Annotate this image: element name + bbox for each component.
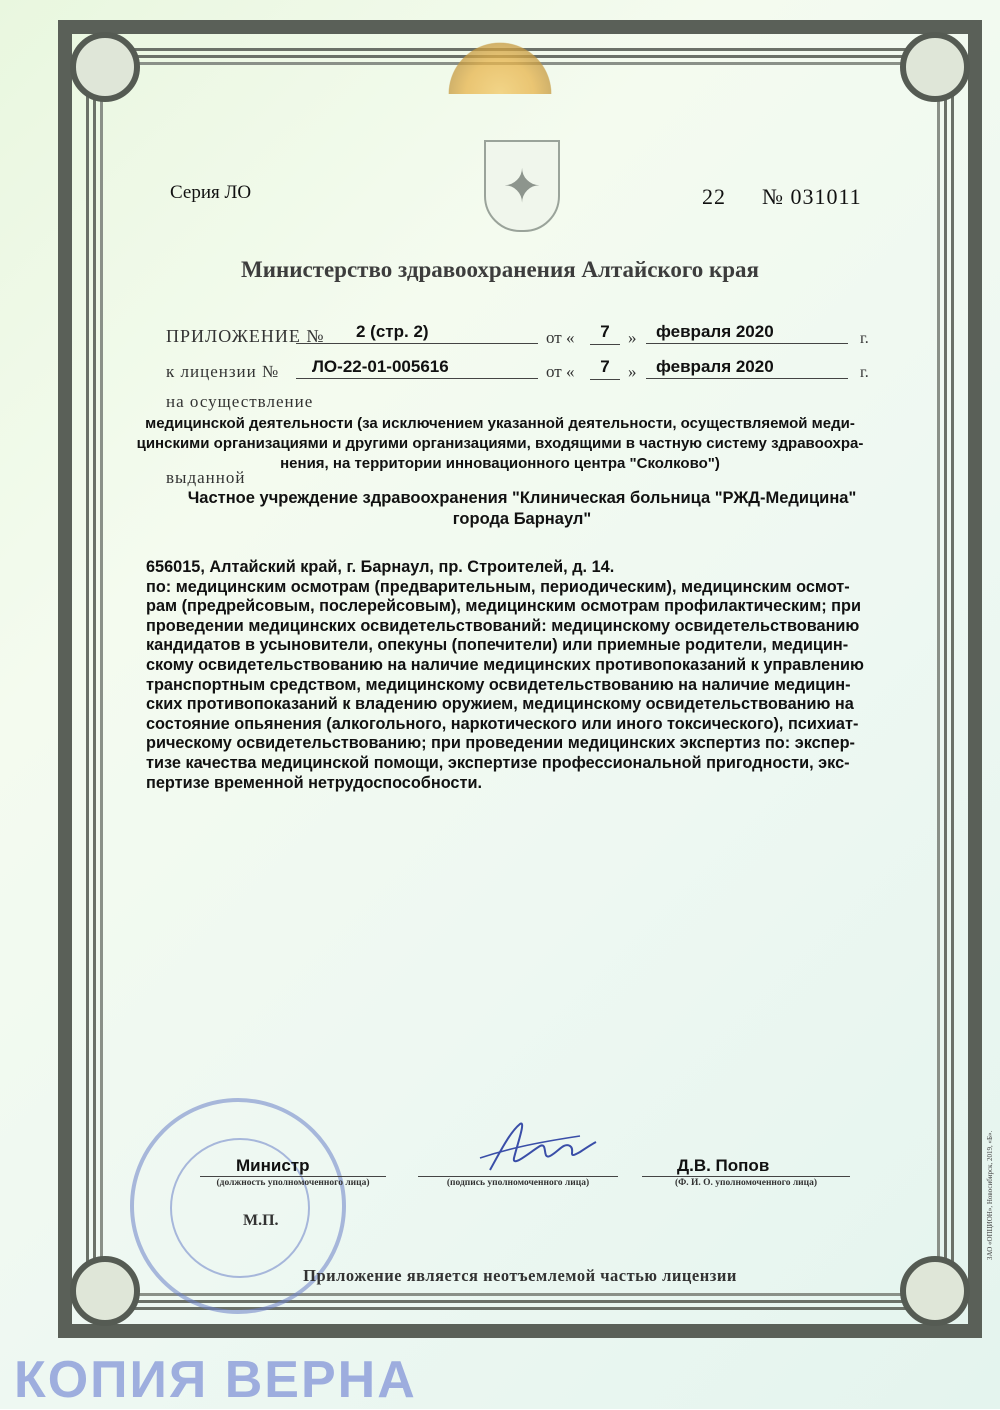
appendix-from-label: от « <box>546 328 575 347</box>
issued-label: выданной <box>166 468 246 487</box>
name-caption: (Ф. И. О. уполномоченного лица) <box>642 1176 850 1188</box>
appendix-number: 2 (стр. 2) <box>296 322 538 344</box>
activity-description <box>0 414 1000 474</box>
body-line: скому освидетельствованию на наличие медицинских противопоказаний к управлению <box>146 655 864 674</box>
coat-of-arms-icon: ✦ <box>484 140 560 232</box>
form-number: № 031011 <box>762 184 862 209</box>
appendix-label: ПРИЛОЖЕНИЕ № <box>166 326 325 346</box>
signatory-position: Министр <box>236 1156 310 1175</box>
series-label: Серия ЛО <box>170 182 252 203</box>
license-number: ЛО-22-01-005616 <box>296 357 538 379</box>
signature-icon <box>470 1112 600 1182</box>
issued-line: города Барнаул" <box>452 510 592 528</box>
body-line: состояние опьянения (алкогольного, наркотического или иного токсического), психиат- <box>146 714 859 733</box>
license-close-quote: » <box>628 362 637 381</box>
corner-ornament-icon <box>70 32 140 102</box>
copy-verified-stamp: КОПИЯ ВЕРНА <box>14 1351 417 1409</box>
body-line: проведении медицинских освидетельствований: медицинскому освидетельствованию <box>146 616 860 635</box>
license-label: к лицензии № <box>166 362 280 381</box>
license-day: 7 <box>590 357 620 380</box>
printer-note: ЗАО «ОПЦИОН», Новосибирск, 2019, «Б». <box>986 1130 994 1260</box>
license-month-year: февраля 2020 <box>646 357 848 379</box>
body-line: по: медицинским осмотрам (предварительным, периодическим), медицинским осмот- <box>146 577 850 596</box>
region-code: 22 <box>702 184 726 209</box>
body-line: транспортным средством, медицинскому освидетельствованию на наличие медицин- <box>146 675 851 694</box>
appendix-month-year: февраля 2020 <box>646 322 848 344</box>
body-line: 656015, Алтайский край, г. Барнаул, пр. Строителей, д. 14. <box>146 558 615 576</box>
license-body-text <box>146 558 886 793</box>
body-line: ских противопоказаний к владению оружием, медицинскому освидетельствованию на <box>146 695 854 714</box>
appendix-close-quote: » <box>628 328 637 347</box>
signatory-name: Д.В. Попов <box>677 1156 770 1175</box>
body-line: рам (предрейсовым, послерейсовым), медицинским осмотрам профилактическим; при <box>146 597 861 616</box>
body-line: кандидатов в усыновители, опекуны (попечители) или приемные родители, медицин- <box>146 636 849 655</box>
signature-caption: (подпись уполномоченного лица) <box>418 1176 618 1188</box>
body-line: пертизе временной нетрудоспособности. <box>146 773 482 792</box>
activity-line: медицинской деятельности (за исключением указанной деятельности, осуществляемой меди- <box>145 415 855 432</box>
footer-note: Приложение является неотъемлемой частью лицензии <box>303 1266 737 1285</box>
license-year-suffix: г. <box>860 364 869 381</box>
activity-label: на осуществление <box>166 392 314 411</box>
license-from-label: от « <box>546 362 575 381</box>
body-line: тизе качества медицинской помощи, экспертизе профессиональной пригодности, экс- <box>146 753 850 772</box>
seal-label: М.П. <box>243 1212 279 1229</box>
body-line: рическому освидетельствованию; при проведении медицинских экспертиз по: экспер- <box>146 734 855 753</box>
ministry-title: Министерство здравоохранения Алтайского края <box>241 257 759 282</box>
activity-line: цинскими организациями и другими организациями, входящими в частную систему здравоохра- <box>136 435 864 452</box>
issued-organization <box>0 488 1000 530</box>
activity-line: нения, на территории инновационного центра "Сколково") <box>280 455 720 472</box>
position-caption: (должность уполномоченного лица) <box>200 1176 386 1188</box>
appendix-year-suffix: г. <box>860 330 869 347</box>
corner-ornament-icon <box>900 32 970 102</box>
appendix-day: 7 <box>590 322 620 345</box>
issued-line: Частное учреждение здравоохранения "Клиническая больница "РЖД-Медицина" <box>187 489 857 507</box>
